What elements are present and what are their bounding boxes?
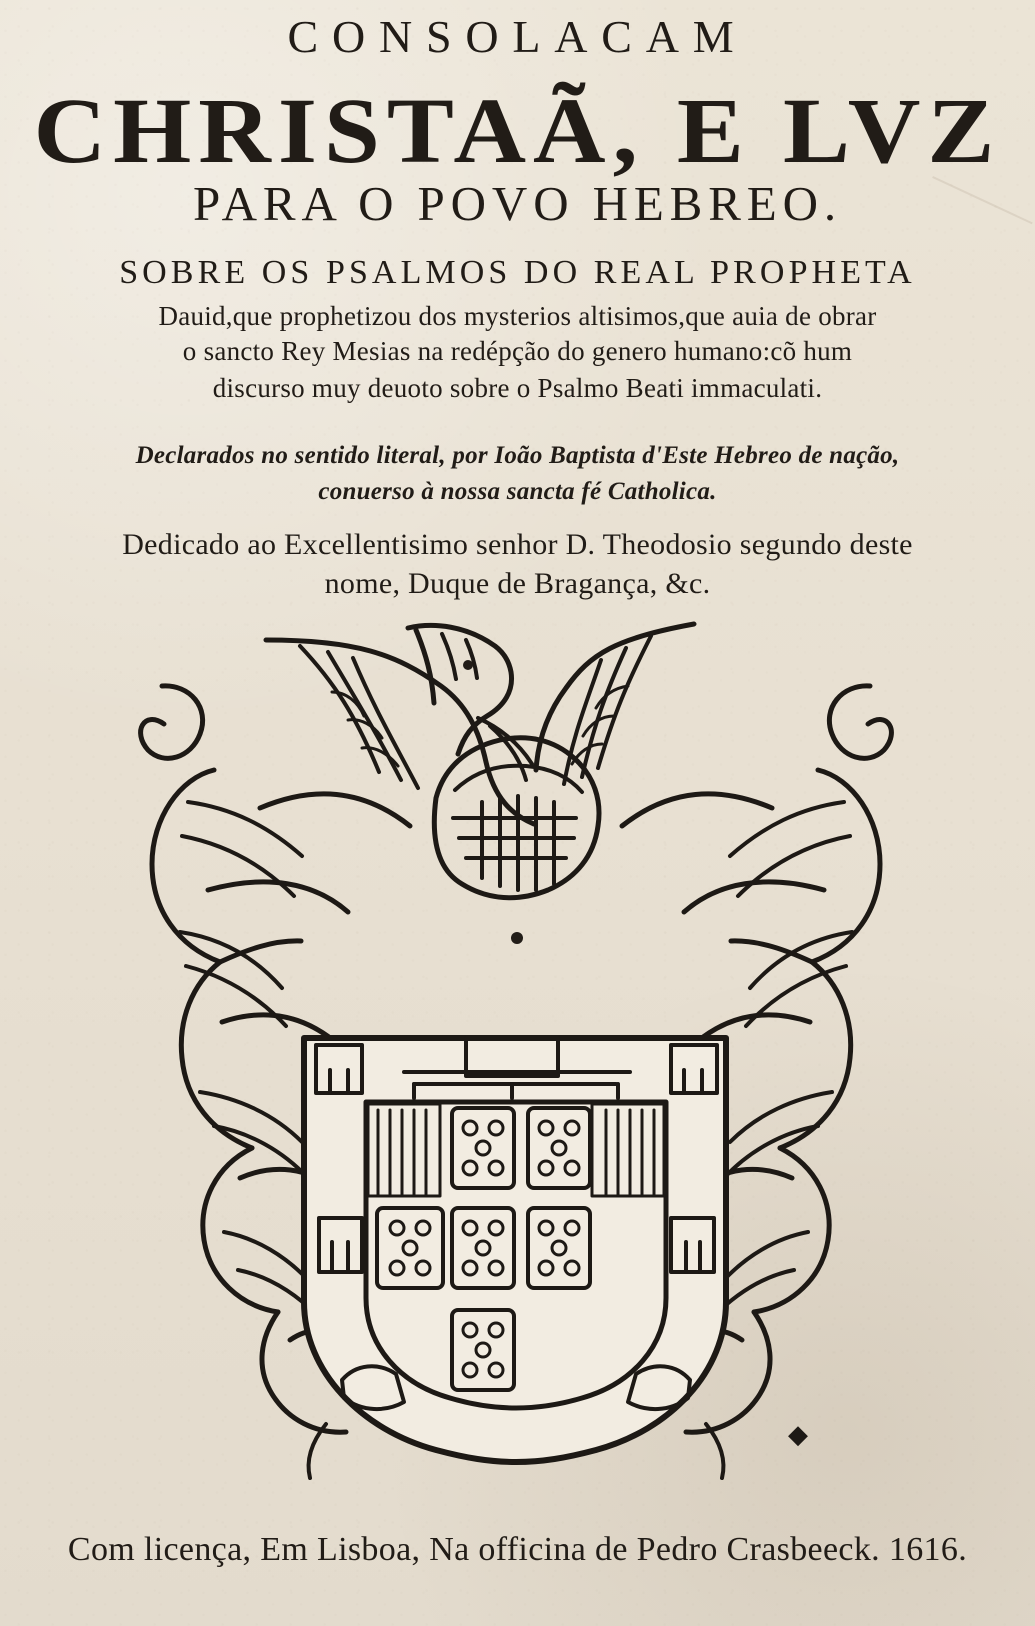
coat-of-arms-svg [96,612,936,1497]
author-line-2: conuerso à nossa sancta fé Catholica. [318,478,717,505]
coat-of-arms-illustration [96,612,936,1497]
title-line-1: CONSOLACAM [287,11,748,62]
author-line-1: Declarados no sentido literal, por Ioão Baptista d'Este Hebreo de nação, [135,442,900,469]
title-line-2: CHRISTAÃ, E LVZ [33,80,1002,183]
imprint-line: Com licença, Em Lisboa, Na officina de Pedro Crasbeeck. 1616. [67,1531,968,1568]
printer-mark: ◆ [788,1420,808,1449]
helmet [434,738,599,944]
description-line-3: discurso muy deuoto sobre o Psalmo Beati immaculati. [212,373,823,403]
title-line-3: PARA O POVO HEBREO. [192,176,843,231]
dedication-line-2: nome, Duque de Bragança, &c. [324,567,711,600]
dedication-line-1: Dedicado ao Excellentisimo senhor D. Theodosio segundo deste [122,528,913,561]
description-line-1: Dauid,que prophetizou dos mysterios altisimos,que auia de obrar [158,301,877,331]
subtitle-line: SOBRE OS PSALMOS DO REAL PROPHETA [119,254,916,291]
description-line-2: o sancto Rey Mesias na redépção do genero humano:cõ hum [182,336,853,366]
